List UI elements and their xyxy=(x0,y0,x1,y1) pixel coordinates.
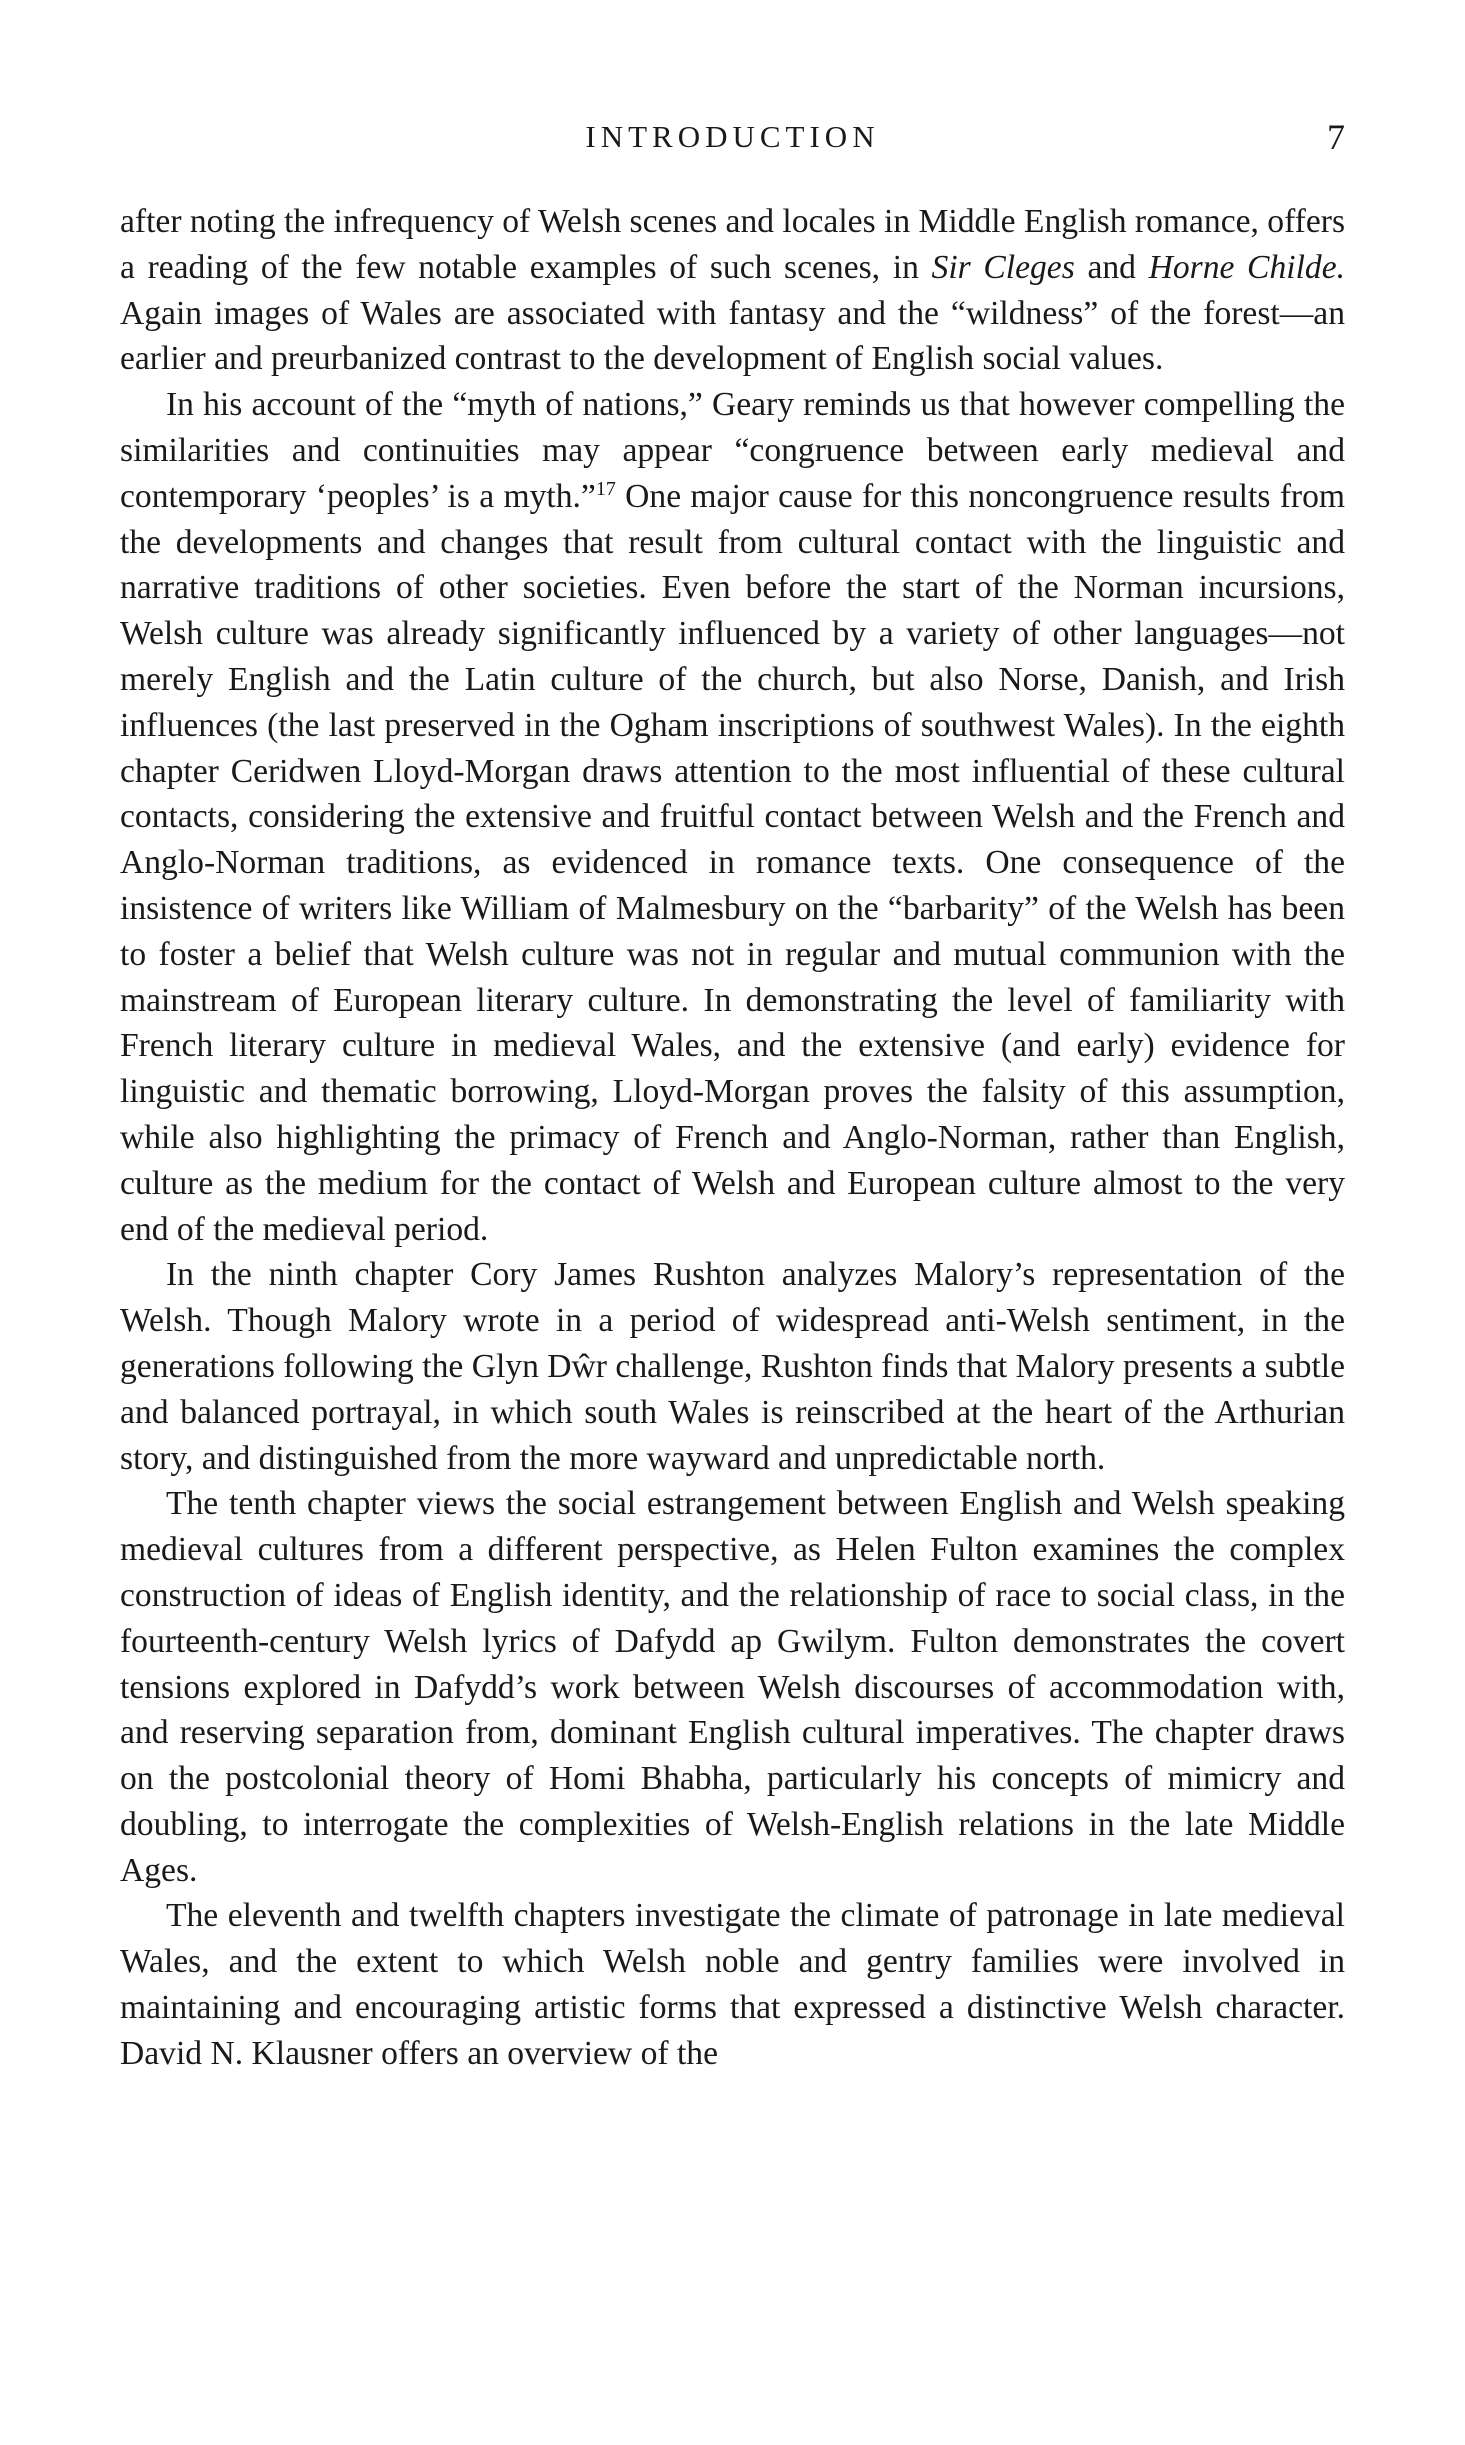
book-page xyxy=(120,0,1345,2445)
italic-title: Sir Cleges xyxy=(931,248,1075,286)
text-span: and xyxy=(1074,248,1149,286)
footnote-reference: 17 xyxy=(595,477,616,500)
paragraph xyxy=(120,199,1345,382)
running-head xyxy=(120,112,1345,162)
running-title: INTRODUCTION xyxy=(585,119,880,154)
paragraph xyxy=(120,1252,1345,1481)
italic-title: Horne Childe. xyxy=(1148,248,1345,286)
text-span: In his account of the “myth of nations,” Geary reminds us that however compelling the similarities and continuities may appear “congruence between early medieval and contemporary ‘peoples’ is a myth.” xyxy=(120,386,1345,515)
paragraph xyxy=(120,1893,1345,2076)
paragraph xyxy=(120,1481,1345,1893)
text-span: Again images of Wales are associated with fantasy and the “wildness” of the forest—an earlier and preurbanized contrast to the development of English social values. xyxy=(120,294,1345,378)
page-number: 7 xyxy=(1327,117,1345,157)
text-span: The eleventh and twelfth chapters investigate the climate of patronage in late medieval Wales, and the extent to which Welsh noble and gentry families were involved in maintaining and encouraging artistic forms that expressed a distinctive Welsh character. David N. Klausner offers an overview of the xyxy=(120,1897,1345,2072)
text-span: after noting the infrequency of Welsh scenes and locales in Middle English romance, offers a reading of the few notable examples of such scenes, in xyxy=(120,203,1346,286)
paragraph xyxy=(120,382,1345,1252)
text-span: In the ninth chapter Cory James Rushton analyzes Malory’s representation of the Welsh. Though Malory wrote in a period of widespread anti-Welsh sentiment, in the generations following the Glyn Dŵr challenge, Rushton finds that Malory presents a subtle and balanced portrayal, in which south Wales is reinscribed at the heart of the Arthurian story, and distinguished from the more wayward and unpredictable north. xyxy=(120,1256,1345,1477)
text-span: One major cause for this noncongruence results from the developments and changes that result from cultural contact with the linguistic and narrative traditions of other societies. Even before the start of the Norman incursions, Welsh culture was already significantly influenced by a variety of other languages—not merely English and the Latin culture of the church, but also Norse, Danish, and Irish influences (the last preserved in the Ogham inscriptions of southwest Wales). In the eighth chapter Ceridwen Lloyd-Morgan draws attention to the most influential of these cultural contacts, considering the extensive and fruitful contact between Welsh and the French and Anglo-Norman traditions, as evidenced in romance texts. One consequence of the insistence of writers like William of Malmesbury on the “barbarity” of the Welsh has been to foster a belief that Welsh culture was not in regular and mutual communion with the mainstream of European literary culture. In demonstrating the level of familiarity with French literary culture in medieval Wales, and the extensive (and early) evidence for linguistic and thematic borrowing, Lloyd-Morgan proves the falsity of this assumption, while also highlighting the primacy of French and Anglo-Norman, rather than English, culture as the medium for the contact of Welsh and European culture almost to the very end of the medieval period. xyxy=(120,477,1345,1248)
text-span: The tenth chapter views the social estrangement between English and Welsh speaking medieval cultures from a different perspective, as Helen Fulton examines the complex construction of ideas of English identity, and the relationship of race to social class, in the fourteenth-century Welsh lyrics of Dafydd ap Gwilym. Fulton demonstrates the covert tensions explored in Dafydd’s work between Welsh discourses of accommodation with, and reserving separation from, dominant English cultural imperatives. The chapter draws on the postcolonial theory of Homi Bhabha, particularly his concepts of mimicry and doubling, to interrogate the complexities of Welsh-English relations in the late Middle Ages. xyxy=(120,1485,1345,1889)
body-text xyxy=(120,199,1345,2077)
